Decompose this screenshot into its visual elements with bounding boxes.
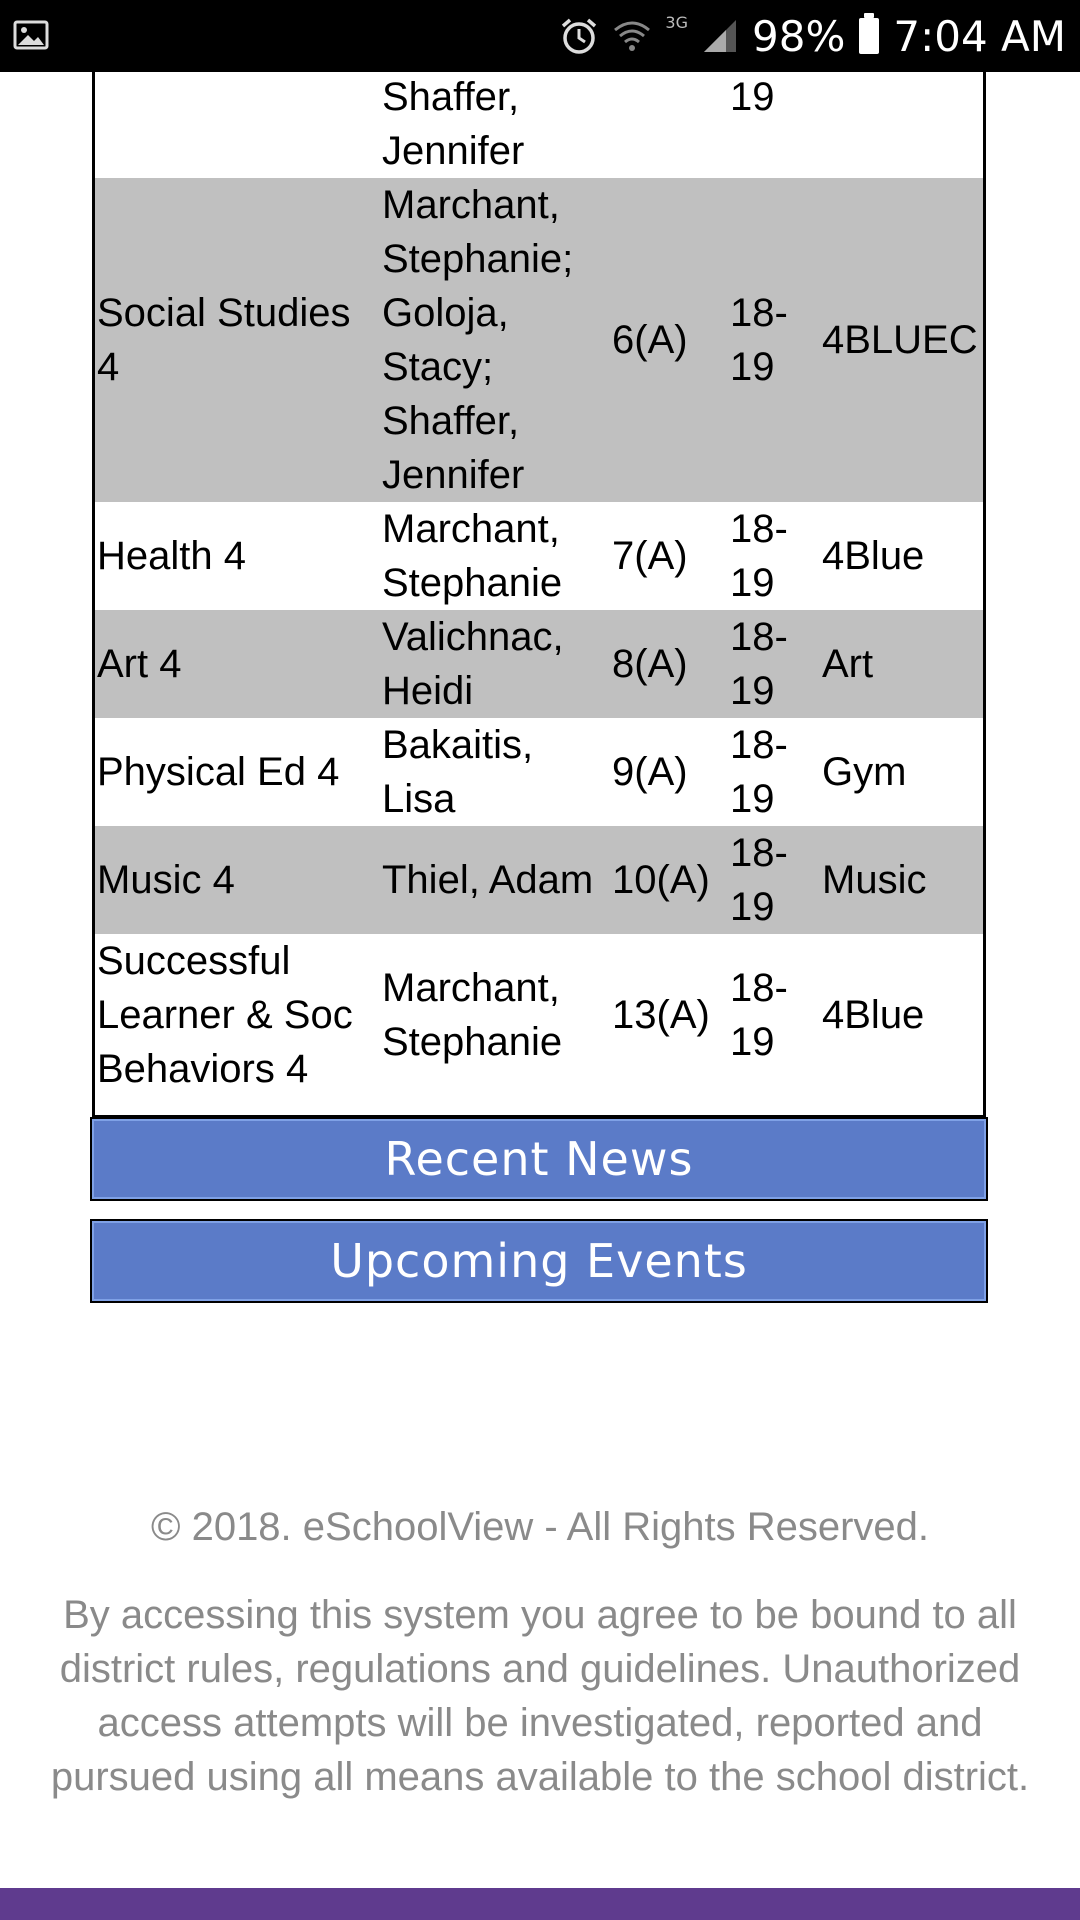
period-cell: 9(A)	[612, 750, 688, 794]
disclaimer-text: By accessing this system you agree to be bound to all district rules, regulations and guidelines. Unauthorized access attempts will be investigated, reported and pursued using all means available to the school district.	[50, 1593, 1030, 1799]
room-cell: Gym	[822, 750, 907, 794]
term-cell: 18-19	[730, 966, 788, 1064]
course-cell: Social Studies 4	[95, 178, 380, 502]
term-cell: 18-19	[730, 507, 788, 605]
recent-news-button[interactable]: Recent News	[90, 1117, 988, 1201]
course-cell: Art 4	[95, 610, 380, 718]
course-cell: Health 4	[97, 534, 246, 578]
course-cell: Successful Learner & Soc Behaviors 4	[97, 939, 353, 1091]
table-row	[95, 610, 983, 718]
period-cell: 7(A)	[612, 534, 688, 578]
room-cell: Music	[820, 826, 983, 934]
room-cell: 4Blue	[822, 534, 925, 578]
term-cell: 18-19	[728, 610, 820, 718]
room-cell: 4Blue	[822, 993, 925, 1037]
period-cell: 13(A)	[612, 993, 710, 1037]
course-cell: Physical Ed 4	[97, 750, 340, 794]
room-cell	[820, 16, 983, 178]
table-row	[95, 718, 983, 826]
image-icon	[14, 18, 48, 52]
copyright-text: © 2018. eSchoolView - All Rights Reserved.	[150, 1505, 930, 1549]
table-row	[95, 178, 983, 502]
battery-percent: 98%	[752, 11, 846, 61]
table-row	[95, 16, 983, 178]
teacher-cell: Marchant, Stephanie	[382, 507, 563, 605]
period-cell	[610, 16, 728, 178]
upcoming-events-button[interactable]: Upcoming Events	[90, 1219, 988, 1303]
course-cell	[95, 16, 380, 178]
period-cell: 8(A)	[610, 610, 728, 718]
teacher-cell: Valichnac, Heidi	[380, 610, 610, 718]
clock: 7:04 AM	[893, 11, 1066, 61]
table-row	[95, 934, 983, 1096]
period-cell: 10(A)	[610, 826, 728, 934]
teacher-cell: Marchant, Stephanie	[382, 966, 563, 1064]
table-row	[95, 502, 983, 610]
room-cell: Art	[820, 610, 983, 718]
course-cell: Music 4	[95, 826, 380, 934]
term-cell: 18-19	[728, 826, 820, 934]
network-type: 3G	[665, 12, 688, 32]
term-cell: 19	[730, 75, 775, 119]
table-row	[95, 826, 983, 934]
room-cell: 4BLUEC	[820, 178, 983, 502]
term-cell: 18-19	[728, 178, 820, 502]
term-cell: 18-19	[730, 723, 788, 821]
teacher-cell: Marchant, Stephanie; Goloja, Stacy; Shaffer, Jennifer	[380, 178, 610, 502]
teacher-cell: Bakaitis, Lisa	[382, 723, 534, 821]
teacher-cell: Stacy; Shaffer, Jennifer	[382, 21, 525, 173]
teacher-cell: Thiel, Adam	[380, 826, 610, 934]
bottom-bar	[0, 1888, 1080, 1920]
period-cell: 6(A)	[610, 178, 728, 502]
